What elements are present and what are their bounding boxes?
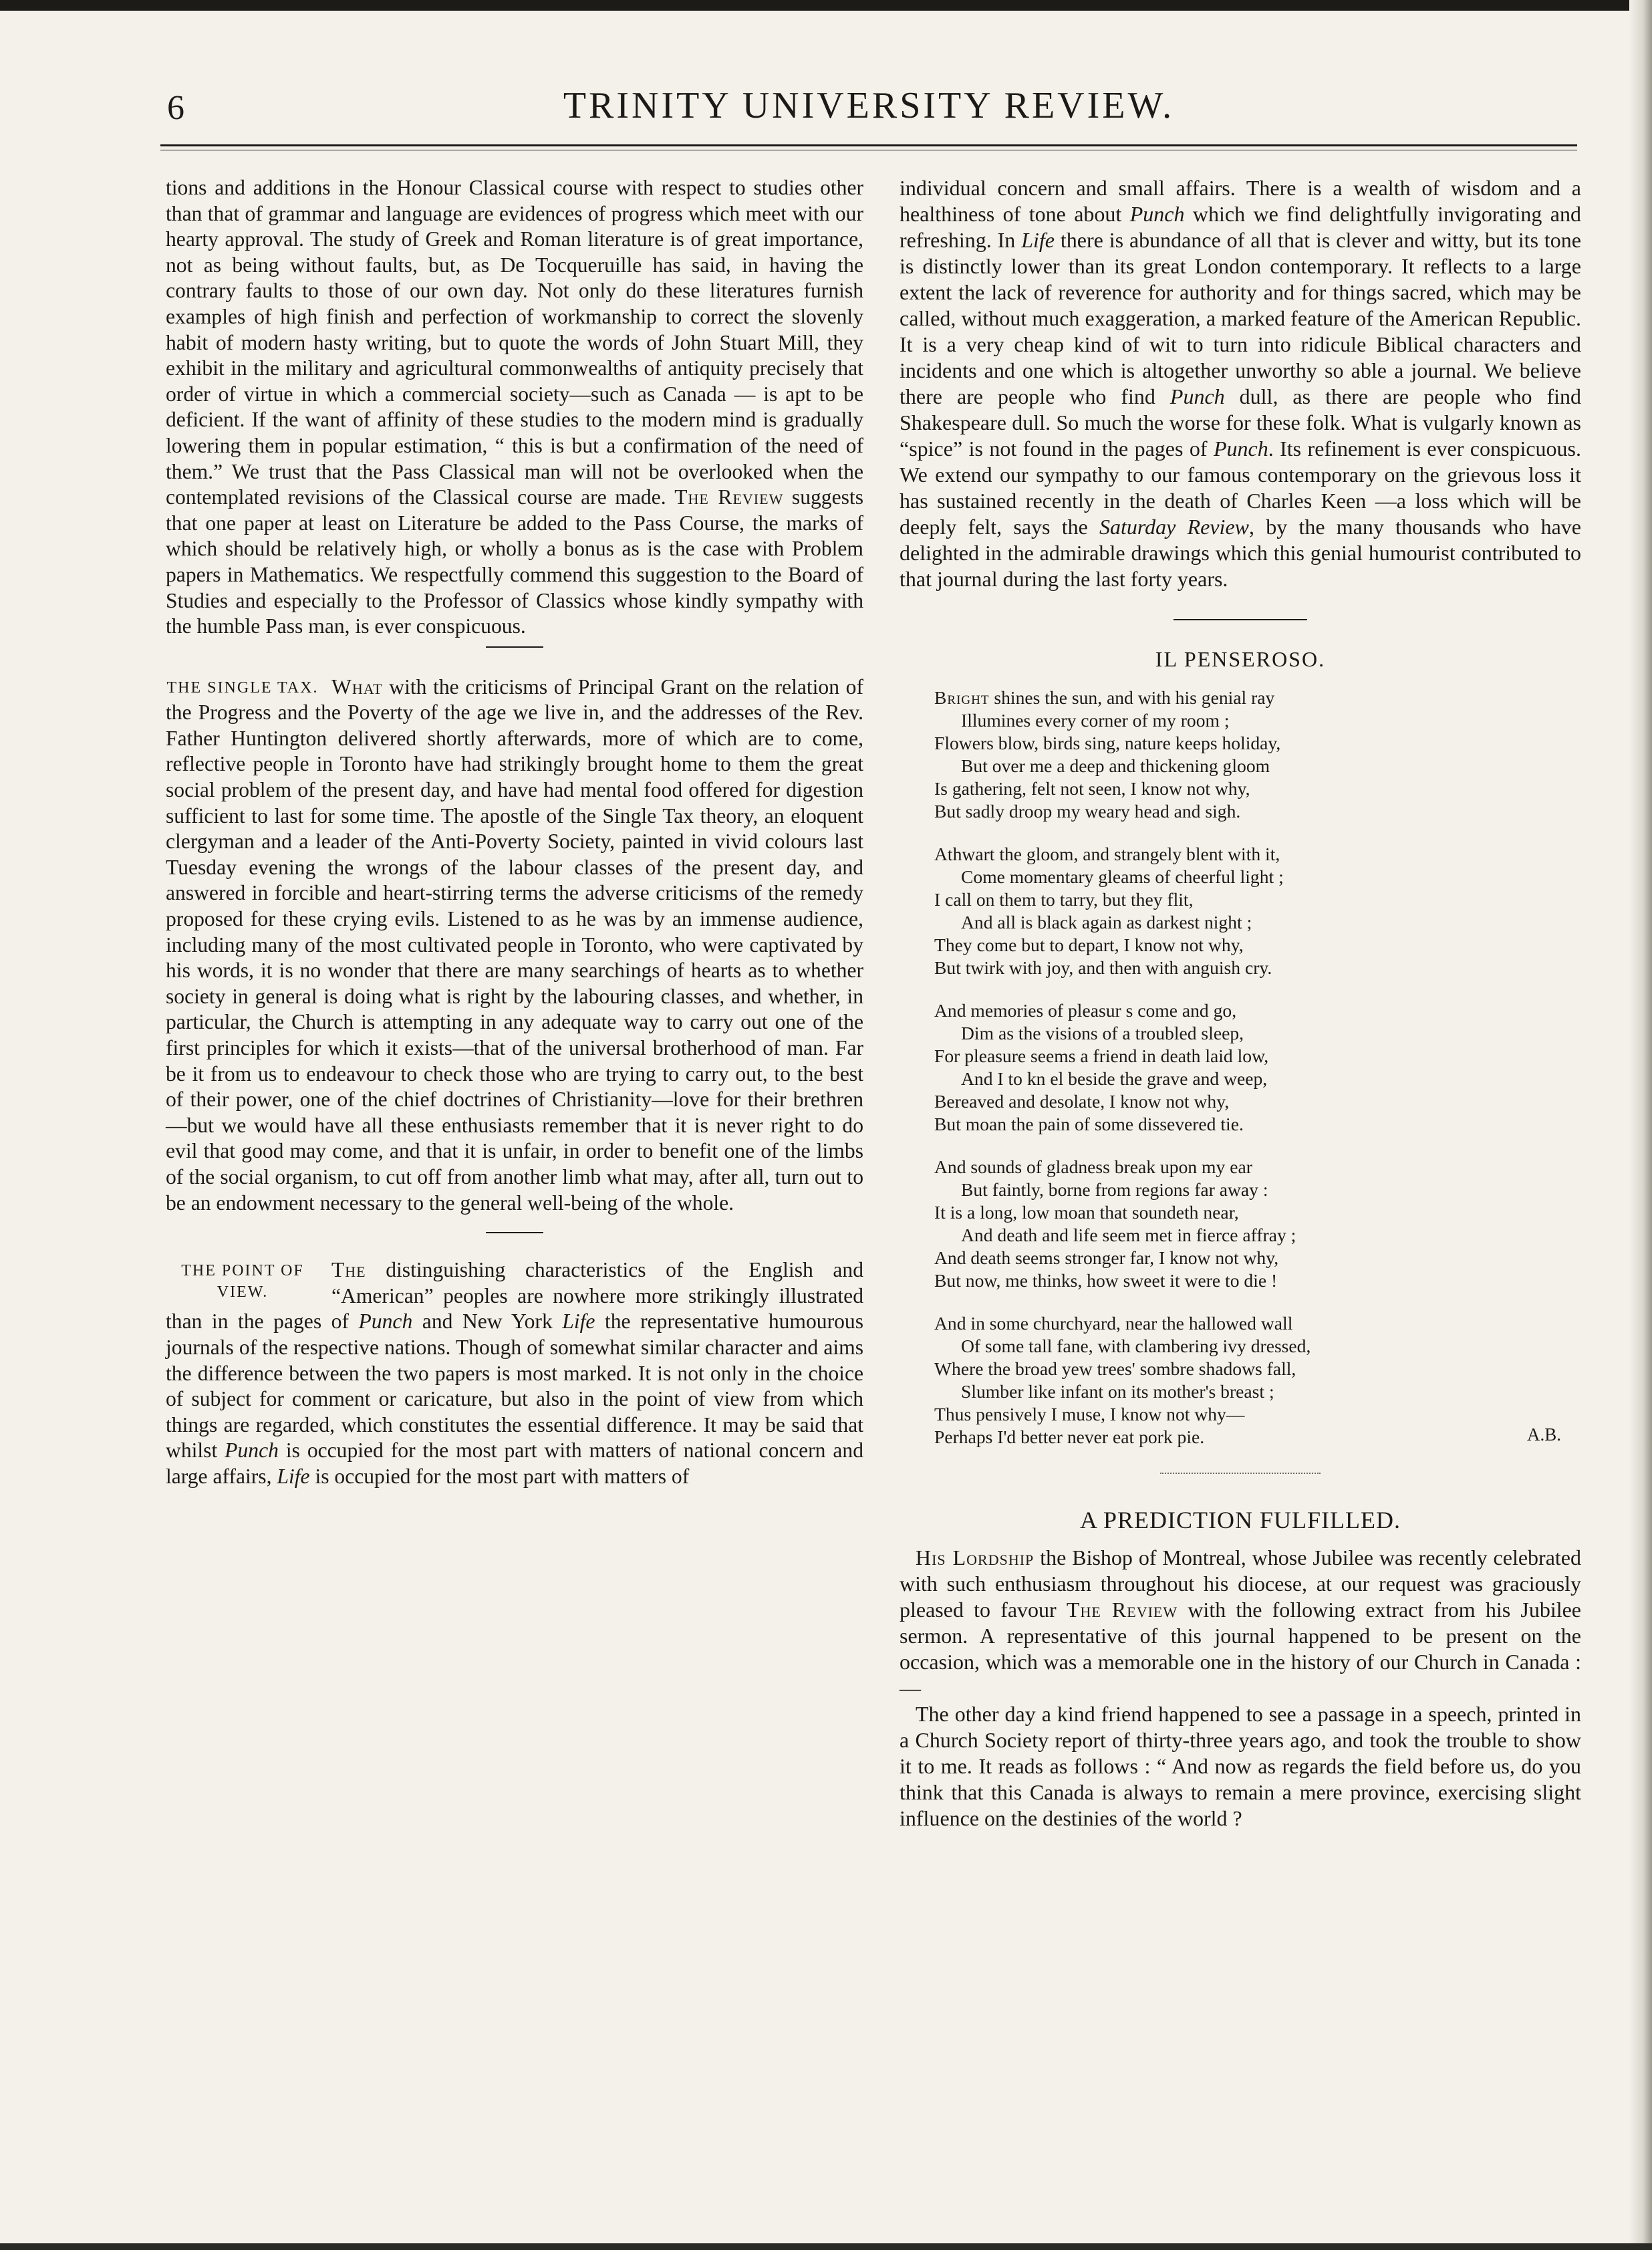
paragraph-text: individual concern and small affairs. There is a wealth of wisdom and a healthiness of tone about: [900, 176, 1581, 226]
left-column: [166, 175, 863, 1490]
punch-title: Punch: [225, 1439, 279, 1463]
paragraph-text: is occupied for the most part with matters of national concern and large affairs,: [166, 1439, 863, 1488]
poem-line: And all is black again as darkest night ;: [961, 912, 1252, 932]
poem-line: And death and life seem met in fierce affray ;: [961, 1225, 1296, 1245]
poem-stanza-4: [934, 1156, 1581, 1292]
poem-line: But sadly droop my weary head and sigh.: [934, 801, 1241, 822]
paragraph-text: distinguishing characteristics of the English and “American” peoples are nowhere more strikingly illustrated than in the pages of: [166, 1258, 863, 1334]
prediction-intro-paragraph: [900, 1545, 1581, 1701]
poem-line: And sounds of gladness break upon my ear: [934, 1156, 1252, 1177]
poem-line: Bereaved and desolate, I know not why,: [934, 1091, 1230, 1112]
paragraph-text: tions and additions in the Honour Classical course with respect to studies other than that of grammar and language are evidences of progress which meet with our hearty approval. The study of Greek and Roman literature is of great importance, not as being without faults, but, as De Tocqueruille has said, in having the contrary faults to those of our own day. Not only do these literatures furnish examples of high finish and perfection of workmanship to correct the slovenly habit of modern hasty writing, but to quote the words of John Stuart Mill, they exhibit in the military and agricultural commonwealths of antiquity precisely that order of virtue in which a commercial society—such as Canada — is apt to be deficient. If the want of affinity of these studies to the modern mind is gradually lowering them in popular estimation, “ this is but a confirmation of the need of them.” We trust that the Pass Classical man will not be overlooked when the contemplated revisions of the Classical course are made.: [166, 176, 863, 509]
poem-line: Perhaps I'd better never eat pork pie.: [934, 1426, 1205, 1447]
punch-title: Punch: [1129, 202, 1185, 226]
poem-line: Slumber like infant on its mother's breast ;: [961, 1381, 1274, 1402]
poem-line: And memories of pleasur s come and go,: [934, 1000, 1237, 1021]
poem-stanza-1: [934, 686, 1581, 823]
punch-title: Punch: [358, 1309, 413, 1334]
paragraph-text: , by the many thousands who have delighted in the admirable drawings which this genial humourist contributed to that journal during the last forty years.: [900, 515, 1581, 591]
running-title: TRINITY UNIVERSITY REVIEW.: [563, 85, 1175, 126]
poem-first-word: Bright: [934, 687, 990, 708]
poem-line: Come momentary gleams of cheerful light ;: [961, 866, 1284, 887]
page-number: 6: [167, 89, 184, 127]
lead-word: The: [331, 1258, 366, 1282]
poem-line: Dim as the visions of a troubled sleep,: [961, 1023, 1244, 1043]
binding-shadow: [1629, 0, 1652, 2250]
poem-line: Illumines every corner of my room ;: [961, 710, 1230, 731]
paragraph-text: is occupied for the most part with matters of: [309, 1464, 690, 1488]
punch-life-continued-paragraph: [900, 175, 1581, 592]
review-name: The Review: [674, 485, 784, 509]
classical-course-paragraph: [166, 175, 863, 640]
sidehead-point-of-view: THE POINT OF VIEW.: [181, 1262, 304, 1301]
poem-line-text: shines the sun, and with his genial ray: [989, 687, 1275, 708]
paragraph-text: and New York: [412, 1309, 563, 1334]
poem-line: It is a long, low moan that soundeth near,: [934, 1202, 1239, 1223]
poem-line: And I to kn el beside the grave and weep,: [961, 1068, 1268, 1089]
poem-stanza-5: [934, 1312, 1581, 1449]
paragraph-text: the Bishop of Montreal, whose Jubilee was recently celebrated with such enthusiasm throughout his diocese, at our request was graciously pleased to favour: [900, 1545, 1581, 1622]
right-column: [900, 175, 1581, 1832]
poem-stanza-3: [934, 999, 1581, 1136]
paragraph-text: with the following extract from his Jubilee sermon. A representative of this journal happened to be present on the occasion, which was a memorable one in the history of our Church in Canada :—: [900, 1598, 1582, 1700]
life-title: Life: [277, 1464, 310, 1488]
header-rule: [160, 144, 1577, 146]
poem-line: They come but to depart, I know not why,: [934, 934, 1244, 955]
paragraph-text: with the criticisms of Principal Grant on the relation of the Progress and the Poverty of the age we live in, and the addresses of the Rev. Father Huntington delivered shortly afterwards, more of which are to come, reflective people in Toronto have had strikingly brought home to them the great social problem of the present day, and have had mental food offered for digestion sufficient to last for some time. The apostle of the Single Tax theory, an eloquent clergyman and a leader of the Anti-Poverty Society, painted in vivid colours last Tuesday evening the wrongs of the labour classes of the present day, and answered in forcible and heart-stirring terms the adverse criticisms of the remedy proposed for these crying evils. Listened to as he was by an immense audience, including many of the most cultivated people in Toronto, who were captivated by his words, it is no wonder that there are many searchings of hearts as to whether society in general is doing what is right by the labouring classes, and whether, in particular, the Church is attempting in any adequate way to carry out one of the first principles for which it exists—that of the universal brotherhood of man. Far be it from us to endeavour to check those who are trying to carry out, to the best of their power, one of the chief doctrines of Christianity—love for their brethren —but we would have all these enthusiasts remember that it is never right to do evil that good may come, and that it is unfair, in order to benefit one of the limbs of the social organism, to cut off from another limb what may, after all, turn out to be an endowment necessary to the general well-being of the whole.: [166, 674, 863, 1215]
page-header: [160, 84, 1577, 151]
poem-stanza-2: [934, 843, 1581, 979]
poem-il-penseroso: [934, 686, 1581, 1449]
section-title-prediction: A PREDICTION FULFILLED.: [1080, 1507, 1401, 1533]
paragraph-text: suggests that one paper at least on Literature be added to the Pass Course, the marks of which should be relatively high, or wholly a bonus as is the case with Problem papers in Mathematics. We respectfully commend this suggestion to the Board of Studies and especially to the Professor of Classics whose kindly sympathy with the humble Pass man, is ever conspicuous.: [166, 485, 863, 638]
section-divider-dotted: [1160, 1473, 1321, 1474]
poem-line: And death seems stronger far, I know not why,: [934, 1247, 1279, 1268]
poem-line: And in some churchyard, near the hallowed wall: [934, 1313, 1293, 1334]
paragraph-text: dull, as there are people who find Shakespeare dull. So much the worse for these folk. What is vulgarly known as “spice” is not found in the pages of: [900, 384, 1582, 461]
poem-line: [934, 686, 1581, 709]
section-divider: [1174, 619, 1307, 620]
poem-signature: A.B.: [1526, 1424, 1561, 1445]
poem-line: But now, me thinks, how sweet it were to die !: [934, 1270, 1278, 1291]
paragraph-text: which we find delightfully invigorating and refreshing. In: [900, 202, 1581, 252]
section-divider: [486, 646, 543, 648]
poem-line: I call on them to tarry, but they flit,: [934, 889, 1194, 910]
punch-title: Punch: [1213, 436, 1268, 461]
single-tax-paragraph: [166, 674, 863, 1216]
poem-line: Athwart the gloom, and strangely blent with it,: [934, 844, 1280, 864]
life-title: Life: [1021, 228, 1055, 252]
punch-title: Punch: [1169, 384, 1225, 408]
point-of-view-paragraph: [166, 1257, 863, 1489]
poem-line: But over me a deep and thickening gloom: [961, 755, 1270, 776]
poem-line: For pleasure seems a friend in death laid low,: [934, 1045, 1269, 1066]
prediction-quote-paragraph: The other day a kind friend happened to see a passage in a speech, printed in a Church Society report of thirty-three years ago, and took the trouble to show it to me. It reads as follows : “ And now as regards the field before us, do you think that this Canada is always to remain a mere province, exercising slight influence on the destinies of the world ?: [900, 1702, 1581, 1830]
page-top-edge: [0, 0, 1652, 11]
saturday-review-title: Saturday Review: [1099, 515, 1249, 539]
poem-line: But faintly, borne from regions far away :: [961, 1179, 1268, 1200]
sidehead-single-tax: THE SINGLE TAX.: [166, 678, 319, 697]
review-name: The Review: [1066, 1598, 1178, 1622]
life-title: Life: [562, 1309, 595, 1334]
lead-word: His Lordship: [916, 1545, 1035, 1570]
paragraph-text: the representative humourous journals of the respective nations. Though of somewhat similar character and aims the difference between the two papers is most marked. It is not only in the choice of subject for comment or caricature, but also in the point of view from which things are regarded, which constitutes the essential difference. It may be said that whilst: [166, 1309, 864, 1463]
poem-line: Where the broad yew trees' sombre shadows fall,: [934, 1358, 1296, 1379]
poem-line: But twirk with joy, and then with anguish cry.: [934, 957, 1272, 978]
poem-line: Is gathering, felt not seen, I know not why,: [934, 778, 1250, 799]
poem-line: Of some tall fane, with clambering ivy dressed,: [961, 1336, 1311, 1356]
paragraph-text: . Its refinement is ever conspicuous. We extend our sympathy to our famous contemporary on the grievous loss it has sustained recently in the death of Charles Keen —a loss which will be deeply felt, says the: [900, 436, 1582, 539]
section-divider: [486, 1232, 543, 1233]
poem-line: Thus pensively I muse, I know not why—: [934, 1404, 1245, 1424]
lead-word: What: [331, 674, 383, 699]
poem-line: Flowers blow, birds sing, nature keeps holiday,: [934, 733, 1281, 753]
poem-line: But moan the pain of some dissevered tie.: [934, 1114, 1244, 1134]
page-bottom-edge: [0, 2243, 1652, 2250]
paragraph-text: there is abundance of all that is clever and witty, but its tone is distinctly lower than its great London contemporary. It reflects to a large extent the lack of reverence for authority and for things sacred, which may be called, without much exaggeration, a marked feature of the American Republic. It is a very cheap kind of wit to turn into ridicule Biblical characters and incidents and one which is altogether unworthy so able a journal. We believe there are people who find: [900, 228, 1582, 408]
poem-title: IL PENSEROSO.: [1155, 647, 1326, 671]
